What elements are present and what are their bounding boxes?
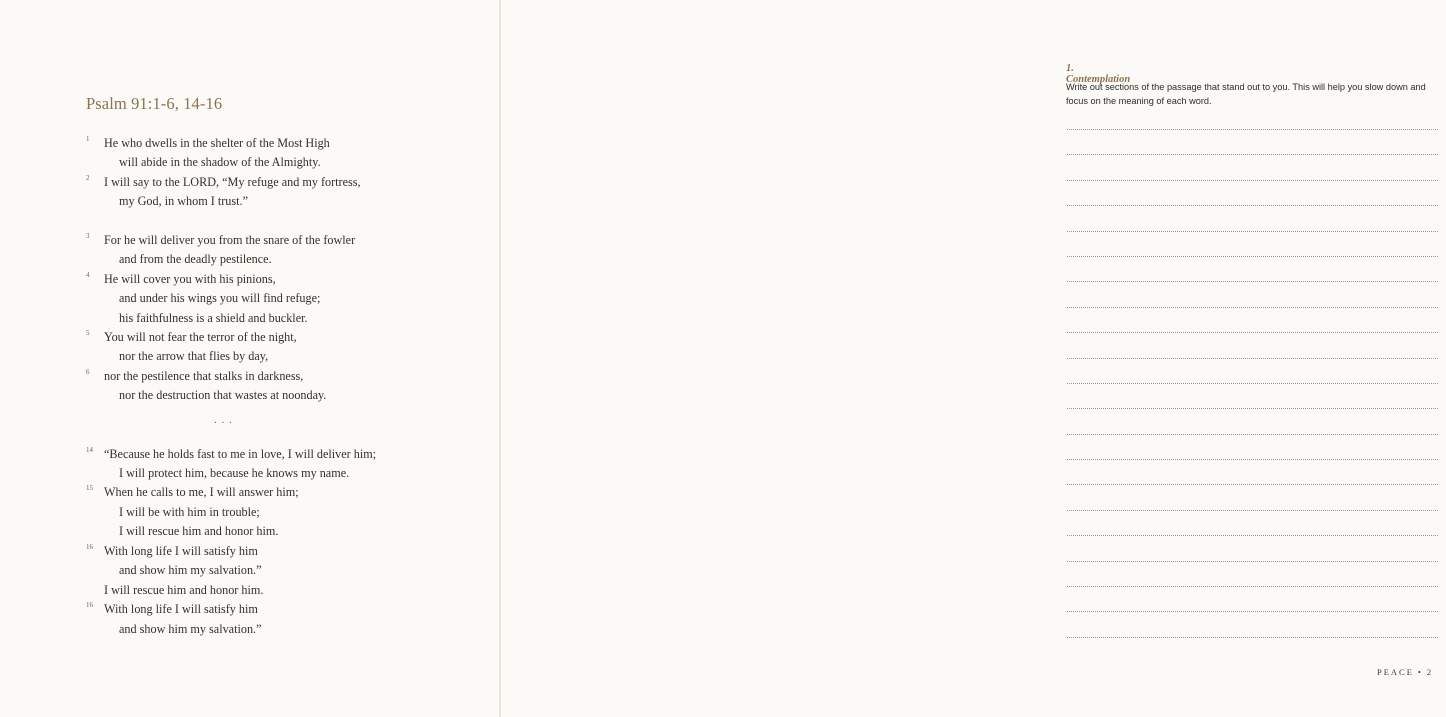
verse-number: 16 <box>86 601 93 610</box>
stanza-gap <box>86 212 486 231</box>
verse-line <box>86 367 486 386</box>
verse-line <box>86 270 486 289</box>
verse-number: 4 <box>86 270 90 279</box>
verse-line <box>86 483 486 502</box>
writing-line[interactable] <box>1067 358 1438 383</box>
writing-line[interactable] <box>1067 408 1438 433</box>
footer-separator: • <box>1417 667 1423 677</box>
verse-text: and from the deadly pestilence. <box>119 252 272 267</box>
writing-line[interactable] <box>1067 154 1438 179</box>
verse-text: I will protect him, because he knows my name. <box>119 466 350 481</box>
section-heading: 1. Contemplation <box>1066 63 1131 85</box>
verse-line <box>86 581 486 600</box>
verse-line <box>86 328 486 347</box>
verse-line <box>86 309 486 328</box>
verse-text: When he calls to me, I will answer him; <box>104 485 299 500</box>
verse-line <box>86 445 486 464</box>
writing-line[interactable] <box>1067 231 1438 256</box>
verse-number: 3 <box>86 231 90 240</box>
verse-text: nor the arrow that flies by day, <box>119 349 269 364</box>
verse-line <box>86 231 486 250</box>
writing-line[interactable] <box>1067 586 1438 611</box>
verse-text: I will say to the LORD, “My refuge and my fortress, <box>104 174 361 189</box>
writing-line[interactable] <box>1067 383 1438 408</box>
footer-label: PEACE <box>1377 667 1414 677</box>
verse-text: and under his wings you will find refuge; <box>119 291 321 306</box>
verse-text: “Because he holds fast to me in love, I will deliver him; <box>104 446 377 461</box>
verse-number: 15 <box>86 484 93 493</box>
verse-line <box>86 134 486 153</box>
writing-line[interactable] <box>1067 510 1438 535</box>
page-number: 2 <box>1426 667 1434 677</box>
verse-number: 5 <box>86 328 90 337</box>
verse-line <box>86 192 486 211</box>
verse-text: With long life I will satisfy him <box>104 543 258 558</box>
verse-number: 1 <box>86 135 90 143</box>
writing-line[interactable] <box>1067 637 1438 662</box>
verse-text: and show him my salvation.” <box>119 563 262 578</box>
page-footer <box>1377 667 1433 677</box>
verse-text: nor the pestilence that stalks in darkness, <box>104 368 304 383</box>
verse-text: my God, in whom I trust.” <box>119 194 248 209</box>
verse-text: nor the destruction that wastes at noonday. <box>119 388 327 403</box>
verse-line <box>86 503 486 522</box>
writing-line[interactable] <box>1067 332 1438 357</box>
writing-line[interactable] <box>1067 129 1438 154</box>
verse-number: 16 <box>86 542 93 551</box>
writing-line[interactable] <box>1067 484 1438 509</box>
verse-text: I will rescue him and honor him. <box>104 582 264 597</box>
verse-number: 2 <box>86 173 90 182</box>
writing-line[interactable] <box>1067 205 1438 230</box>
writing-line[interactable] <box>1067 434 1438 459</box>
writing-line[interactable] <box>1067 256 1438 281</box>
verse-line <box>86 464 486 483</box>
verse-text: With long life I will satisfy him <box>104 602 258 617</box>
verse-line <box>86 347 486 366</box>
verse-text: I will rescue him and honor him. <box>119 524 279 539</box>
verse-line <box>86 153 486 172</box>
verse-ellipsis <box>86 406 486 445</box>
psalm-title: Psalm 91:1-6, 14-16 <box>86 94 223 113</box>
verse-line <box>86 173 486 192</box>
writing-line[interactable] <box>1067 459 1438 484</box>
writing-line[interactable] <box>1067 180 1438 205</box>
verse-line <box>86 289 486 308</box>
verse-line <box>86 386 486 405</box>
verse-text: You will not fear the terror of the night, <box>104 329 297 344</box>
verse-line <box>86 542 486 561</box>
verse-line <box>86 250 486 269</box>
verse-number: 14 <box>86 445 93 454</box>
verse-text: I will be with him in trouble; <box>119 504 260 519</box>
section-description: Write out sections of the passage that stand out to you. This will help you slow down and focus on the meaning of each word. <box>1066 82 1426 106</box>
verse-line <box>86 600 486 619</box>
verse-number: 6 <box>86 367 90 376</box>
writing-line[interactable] <box>1067 535 1438 560</box>
left-page <box>0 0 499 717</box>
writing-line[interactable] <box>1067 307 1438 332</box>
writing-line[interactable] <box>1067 281 1438 306</box>
writing-line[interactable] <box>1067 611 1438 636</box>
verse-text: For he will deliver you from the snare of the fowler <box>104 232 356 247</box>
writing-line[interactable] <box>1067 561 1438 586</box>
verse-text: He who dwells in the shelter of the Most High <box>104 136 330 150</box>
ellipsis-text: . . . <box>214 413 233 426</box>
verse-text: his faithfulness is a shield and buckler. <box>119 310 308 325</box>
right-page <box>501 0 1434 717</box>
verse-line <box>86 561 486 580</box>
psalm-verses <box>86 134 486 639</box>
writing-lines <box>1067 129 1438 662</box>
verse-text: He will cover you with his pinions, <box>104 271 276 286</box>
verse-text: will abide in the shadow of the Almighty. <box>119 155 321 170</box>
verse-line <box>86 620 486 639</box>
verse-text: and show him my salvation.” <box>119 621 262 636</box>
verse-line <box>86 522 486 541</box>
